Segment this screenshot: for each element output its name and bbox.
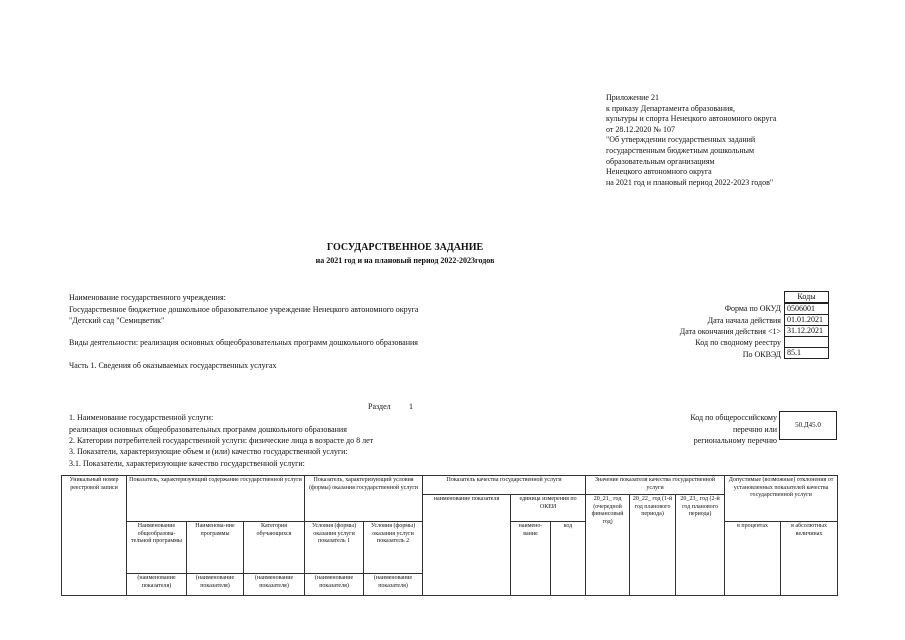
header-unique-number: Уникальный номер реестровой записи [62,476,127,596]
codes-label-start: Дата начала действия [707,316,781,325]
codes-value-end: 31.12.2021 [784,325,829,337]
okv-code-box: 50.Д45.0 [779,411,837,440]
header-program-name: Наименова-ние программы [187,522,244,574]
header-year-1: 20_21_ год (очередной финансовый год) [586,495,630,596]
header-condition-2: Условия (формы) оказания услуги показатель 2 [364,522,423,574]
appendix-line: образовательным организациям [606,156,715,166]
okv-label-3: региональному перечню [693,436,777,445]
section-number: 1 [409,402,413,411]
appendix-line: "Об утверждении государственных заданий [606,135,756,145]
header-year-2: 20_22_ год (1-й год планового периода) [630,495,676,596]
activity-types: Виды деятельности: реализация основных общеобразовательных программ дошкольного образования [69,338,418,347]
okv-label-2: перечню или [732,425,777,434]
header-deviation-absolute: в абсолютных величинах [781,522,838,596]
codes-label-registry: Код по сводному реестру [695,338,781,347]
appendix-line: Ненецкого автономного округа [606,167,712,177]
header-unit-name: наимено-вание [511,522,551,596]
header-year-3: 20_23_ год (2-й год планового периода) [676,495,725,596]
header-quality: Показатель качества государственной услуги [423,476,586,495]
institution-label: Наименование государственного учреждения: [69,293,226,302]
codes-label-okud: Форма по ОКУД [724,304,781,313]
header-content: Показатель, характеризующий содержание государственной услуги [127,476,305,522]
appendix-line: Приложение 21 [606,93,659,102]
header-indicator-caption: (наименование показателя) [244,574,305,596]
header-indicator-caption: (наименование показателя) [127,574,187,596]
document-title: ГОСУДАРСТВЕННОЕ ЗАДАНИЕ [326,242,484,253]
institution-name-short: "Детский сад "Семицветик" [69,316,165,325]
header-indicator-name: наименование показателя [423,495,511,596]
service-indicators: 3. Показатели, характеризующие объем и (или) качество государственной услуги: [69,447,348,456]
service-name-label: 1. Наименование государственной услуги: [69,413,214,422]
header-unit-code: код [551,522,586,596]
codes-value-okved: 85.1 [784,347,829,359]
appendix-line: государственным бюджетным дошкольным [606,145,755,155]
codes-label-end: Дата окончания действия <1> [679,327,781,336]
section-label: Раздел [368,402,391,411]
header-values: Значение показателя качества государственной услуги [586,476,725,495]
header-indicator-caption: (наименование показателя) [364,574,423,596]
codes-value-start: 01.01.2021 [784,314,829,326]
header-indicator-caption: (наименование показателя) [305,574,364,596]
document-subtitle: на 2021 год и на плановый период 2022-2023годов [315,256,495,265]
appendix-line: от 28.12.2020 № 107 [606,124,676,134]
service-quality-indicators: 3.1. Показатели, характеризующие качество государственной услуги: [69,459,305,468]
quality-indicators-table [61,475,838,596]
appendix-line: на 2021 год и плановый период 2022-2023 годов" [606,177,774,187]
appendix-line: к приказу Департамента образования, [606,103,735,113]
header-condition-1: Условия (формы) оказания услуги показатель 1 [305,522,364,574]
codes-label-okved: По ОКВЭД [742,350,781,359]
part-heading: Часть 1. Сведения об оказываемых государственных услугах [69,361,277,370]
header-category: Категория обучающихся [244,522,305,574]
okv-label-1: Код по общероссийскому [690,413,777,422]
appendix-block [606,93,776,188]
header-unit: единица измерения по ОКЕИ [511,495,586,522]
header-deviation-percent: в процентах [725,522,781,596]
appendix-line: культуры и спорта Ненецкого автономного округа [606,114,777,124]
service-name: реализация основных общеобразовательных программ дошкольного образования [69,425,347,434]
header-deviation: Допустимые (возможные) отклонения от установленных показателей качества государственной услуги [725,476,838,522]
codes-header: Коды [784,291,829,303]
codes-value-okud: 0506001 [784,303,829,315]
header-conditions: Показатель, характеризующий условия (формы) оказания государственной услуги [305,476,423,522]
header-program: Наименование общеобразова-тельной программы [127,522,187,574]
institution-name: Государственное бюджетное дошкольное образовательное учреждение Ненецкого автономного округа [69,305,419,314]
header-indicator-caption: (наименование показателя) [187,574,244,596]
service-consumers: 2. Категории потребителей государственной услуги: физические лица в возрасте до 8 лет [69,436,374,445]
